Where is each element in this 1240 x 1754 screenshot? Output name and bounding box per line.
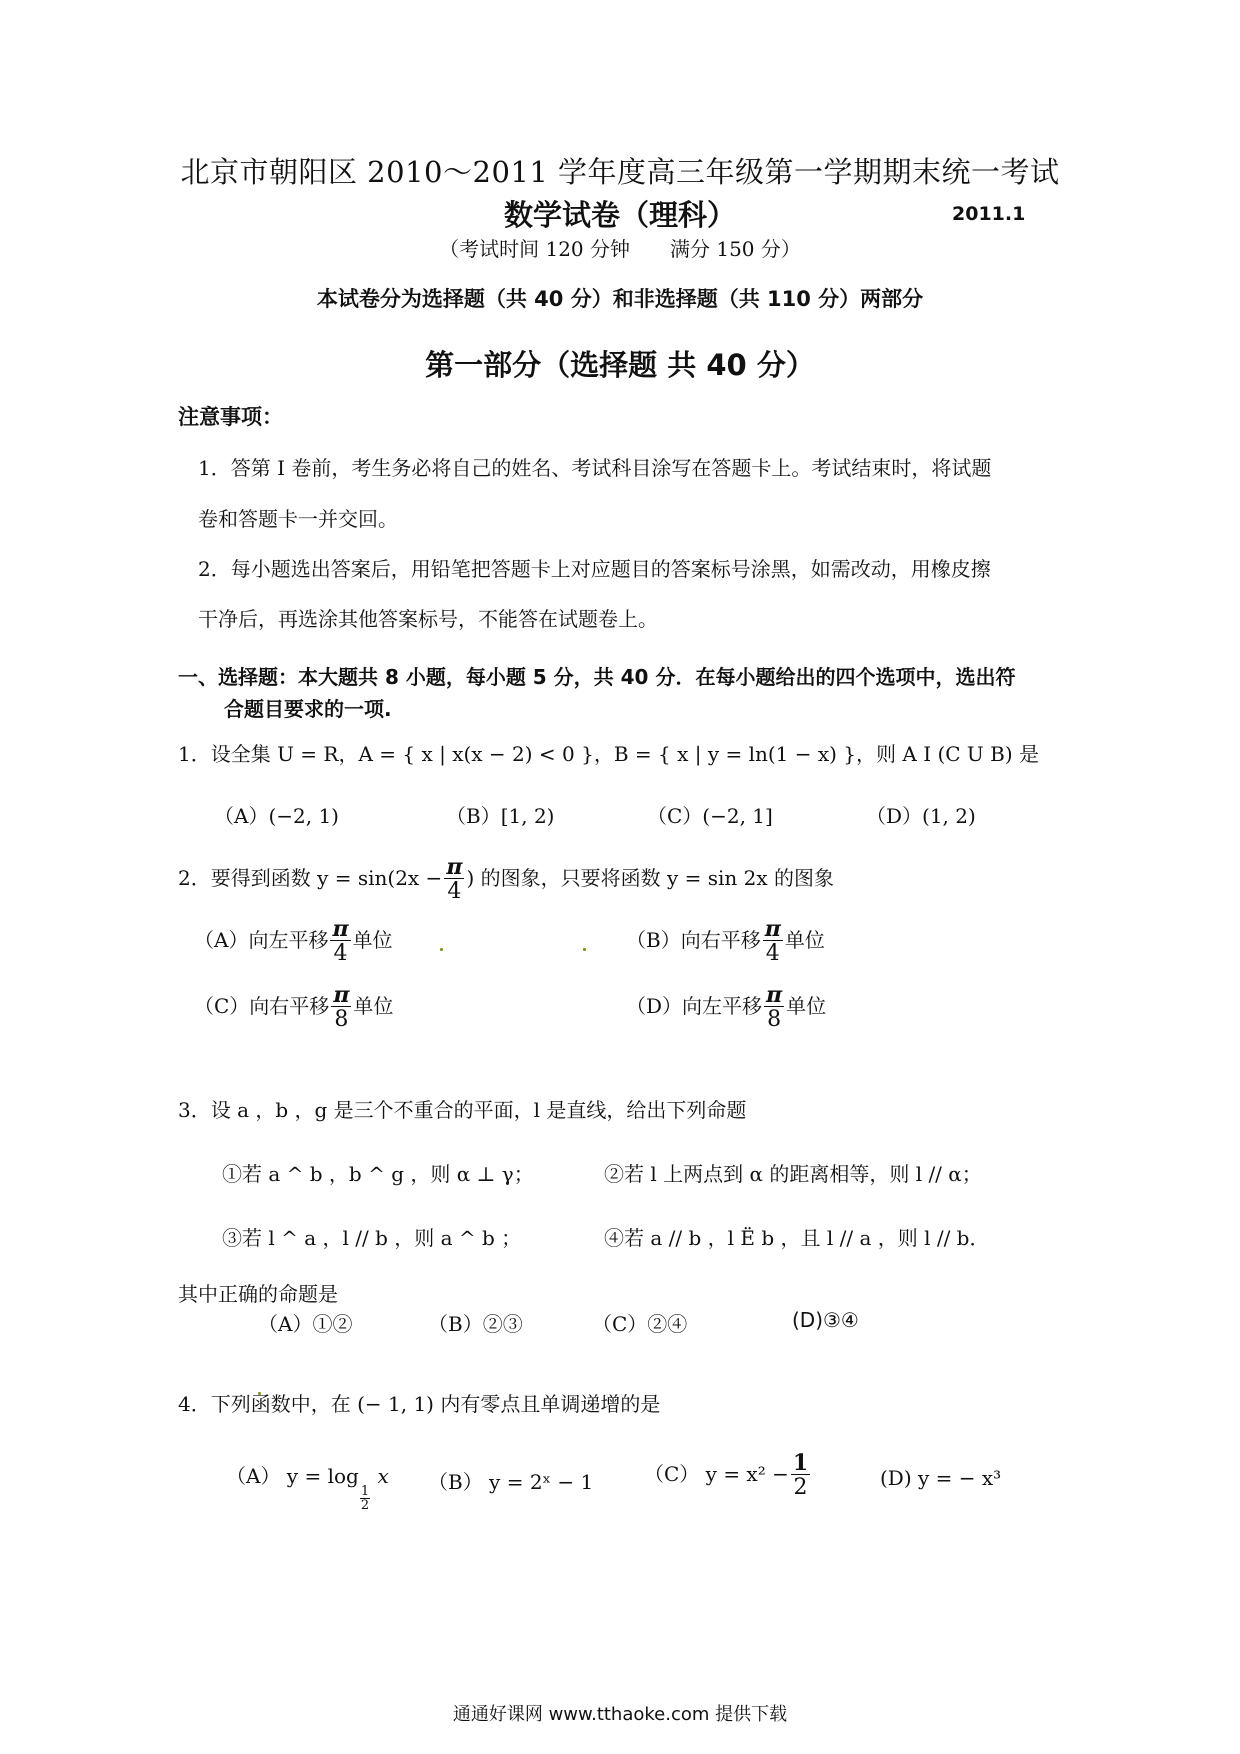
fraction-denominator: 8 (767, 1007, 782, 1032)
question-2-option-c-label: （C）向右平移 (194, 994, 330, 1018)
question-2-option-a-unit: 单位 (352, 928, 393, 952)
question-4-option-a-variable: x (371, 1464, 389, 1488)
question-2-option-b-label: （B）向右平移 (626, 928, 761, 952)
notice-item-1-line-2: 卷和答题卡一并交回。 (198, 507, 398, 531)
scan-speck (583, 948, 586, 951)
exam-date: 2011.1 (952, 203, 1026, 225)
question-3-proposition-4: ④若 a // b ，l Ë b ，且 l // a ，则 l // b． (604, 1226, 990, 1250)
question-3-stem: 3．设 a ，b ，g 是三个不重合的平面，l 是直线，给出下列命题 (178, 1098, 747, 1122)
question-2-stem (178, 856, 834, 903)
question-2-option-a (194, 918, 393, 965)
question-1-stem: 1．设全集 U = R，A = { x | x(x − 2) < 0 }，B = { x | y = ln(1 − x) }，则 A I (C U B) 是 (178, 742, 1039, 766)
notice-item-1-line-1: 1．答第 I 卷前，考生务必将自己的姓名、考试科目涂写在答题卡上。考试结束时，将试题 (198, 456, 992, 480)
part-one-intro-line-2: 合题目要求的一项. (224, 697, 392, 721)
fraction-numerator: 1 (792, 1450, 809, 1476)
question-4-option-c-label: （C） y = x² − (644, 1462, 789, 1486)
question-2-stem-prefix: 2．要得到函数 y = sin(2x − (178, 866, 443, 890)
fraction-numerator-pi: π (332, 916, 349, 942)
question-1-option-b: （B）[1, 2) (446, 804, 555, 828)
question-2-option-c-fraction (331, 984, 351, 1031)
log-base-numerator: 1 (360, 1484, 370, 1499)
question-1-option-d: （D）(1, 2) (866, 804, 976, 828)
exam-subtitle: 数学试卷（理科） (503, 198, 736, 232)
question-3-proposition-3: ③若 l ^ a ，l // b ，则 a ^ b ； (222, 1226, 522, 1250)
question-2-option-d (626, 984, 826, 1031)
notice-heading: 注意事项： (178, 405, 283, 429)
question-4-option-a (226, 1466, 389, 1512)
fraction-denominator: 4 (447, 879, 462, 904)
question-1-option-a: （A）(−2, 1) (214, 804, 339, 828)
question-3-proposition-1: ①若 a ^ b ，b ^ g ，则 α ⊥ γ； (222, 1162, 534, 1186)
question-3-option-c: （C）②④ (592, 1312, 688, 1336)
fraction-numerator-pi: π (446, 854, 463, 880)
question-3-option-a: （A）①② (258, 1312, 353, 1336)
question-4-option-c-fraction (791, 1452, 810, 1499)
question-2-option-c-unit: 单位 (353, 994, 394, 1018)
question-2-option-d-unit: 单位 (786, 994, 827, 1018)
fraction-denominator: 4 (333, 941, 348, 966)
question-3-tail: 其中正确的命题是 (178, 1282, 338, 1306)
question-4-stem: 4．下列函数中，在 (− 1, 1) 内有零点且单调递增的是 (178, 1392, 661, 1416)
question-2-option-c (194, 984, 393, 1031)
notice-item-2-line-2: 干净后，再选涂其他答案标号，不能答在试题卷上。 (198, 607, 658, 631)
scan-speck (440, 948, 443, 951)
question-4-option-c (644, 1452, 812, 1499)
question-2-option-b-unit: 单位 (784, 928, 825, 952)
part-one-intro-line-1: 一、选择题：本大题共 8 小题，每小题 5 分，共 40 分．在每小题给出的四个选项中，选出符 (178, 665, 1016, 689)
fraction-denominator: 4 (765, 941, 780, 966)
question-4-option-b: （B） y = 2ˣ − 1 (428, 1470, 594, 1494)
question-2-option-a-fraction (330, 918, 350, 965)
question-3-option-d: (D)③④ (792, 1308, 859, 1332)
log-base-denominator: 2 (360, 1498, 370, 1513)
question-4-option-a-label: （A） y = log (226, 1464, 359, 1488)
question-3-proposition-2: ②若 l 上两点到 α 的距离相等，则 l // α； (604, 1162, 982, 1186)
exam-time-info: （考试时间 120 分钟 满分 150 分） (439, 237, 801, 261)
question-2-option-b (626, 918, 825, 965)
exam-description: 本试卷分为选择题（共 40 分）和非选择题（共 110 分）两部分 (316, 287, 924, 311)
page-footer: 通通好课网 www.tthaoke.com 提供下载 (452, 1704, 788, 1725)
fraction-denominator: 2 (793, 1475, 808, 1500)
question-1-option-c: （C）(−2, 1] (647, 804, 773, 828)
notice-item-2-line-1: 2．每小题选出答案后，用铅笔把答题卡上对应题目的答案标号涂黑，如需改动，用橡皮擦 (198, 557, 991, 581)
question-3-option-b: （B）②③ (428, 1312, 523, 1336)
fraction-denominator: 8 (334, 1007, 349, 1032)
section-title: 第一部分（选择题 共 40 分） (425, 348, 815, 382)
question-2-option-d-label: （D）向左平移 (626, 994, 763, 1018)
question-2-stem-fraction (444, 856, 464, 903)
question-4-log-base (360, 1485, 370, 1512)
fraction-numerator-pi: π (764, 916, 781, 942)
question-2-option-a-label: （A）向左平移 (194, 928, 329, 952)
question-2-option-b-fraction (763, 918, 783, 965)
fraction-numerator-pi: π (766, 982, 783, 1008)
exam-title: 北京市朝阳区 2010～2011 学年度高三年级第一学期期末统一考试 (180, 155, 1060, 189)
question-4-option-d: (D) y = − x³ (880, 1466, 1002, 1490)
question-2-option-d-fraction (764, 984, 784, 1031)
question-2-stem-suffix: ) 的图象，只要将函数 y = sin 2x 的图象 (466, 866, 834, 890)
fraction-numerator-pi: π (333, 982, 350, 1008)
